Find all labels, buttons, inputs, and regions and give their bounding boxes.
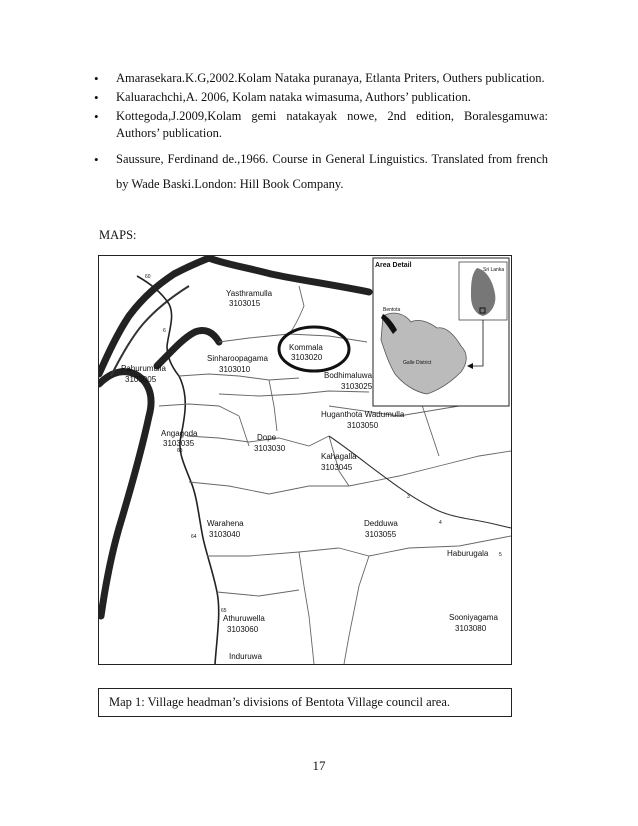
road-marker: 64 bbox=[191, 534, 197, 540]
division-name: Angagoda bbox=[161, 429, 198, 438]
reference-list bbox=[94, 70, 548, 199]
road-marker: 65 bbox=[221, 608, 227, 614]
division-code: 3103080 bbox=[455, 624, 487, 633]
division-code: 3103040 bbox=[209, 530, 241, 539]
division-name: Warahena bbox=[207, 519, 244, 528]
division-code: 3103050 bbox=[347, 421, 379, 430]
road-marker: 5 bbox=[499, 552, 502, 558]
division-name: Pahurumulla bbox=[121, 364, 166, 373]
reference-item: • Kaluarachchi,A. 2006, Kolam nataka wimasuma, Authors’ publication. bbox=[94, 89, 548, 106]
road-marker: 60 bbox=[145, 274, 151, 280]
secondary-road bbox=[329, 436, 511, 528]
division-name: Bodhimaluwa bbox=[324, 371, 373, 380]
reference-item: • Kottegoda,J.2009,Kolam gemi natakayak nowe, 2nd edition, Boralesgamuwa: Authors’ publication. bbox=[94, 108, 548, 142]
reference-item: • Amarasekara.K.G,2002.Kolam Nataka puranaya, Etlanta Priters, Outhers publication. bbox=[94, 70, 548, 87]
division-name: Kahagalla bbox=[321, 452, 357, 461]
division-name: Sinharoopagama bbox=[207, 354, 268, 363]
road-marker: 6 bbox=[163, 328, 166, 334]
river bbox=[99, 258, 369, 616]
division-code: 3103060 bbox=[227, 625, 259, 634]
road-marker: 4 bbox=[439, 520, 442, 526]
map-caption: Map 1: Village headman’s divisions of Bentota Village council area. bbox=[98, 688, 512, 717]
division-code: 3103030 bbox=[254, 444, 286, 453]
division-code: 3103020 bbox=[291, 353, 323, 362]
division-code: 3103005 bbox=[125, 375, 157, 384]
inset-label: Sri Lanka bbox=[483, 267, 505, 273]
inset-title: Area Detail bbox=[375, 262, 412, 269]
reference-item: • Saussure, Ferdinand de.,1966. Course in General Linguistics. Translated from french by Wade Baski.London: Hill Book Company. bbox=[94, 147, 548, 197]
division-code: 3103055 bbox=[365, 530, 397, 539]
road-marker: 63 bbox=[177, 448, 183, 454]
map-drawing bbox=[99, 256, 511, 664]
division-code: 3103010 bbox=[219, 365, 251, 374]
division-name: Dedduwa bbox=[364, 519, 398, 528]
division-name: Kommala bbox=[289, 343, 323, 352]
division-name: Huganthota Wadumulla bbox=[321, 410, 405, 419]
area-detail-inset bbox=[373, 258, 509, 406]
bentota-map bbox=[98, 255, 512, 665]
division-code: 3103025 bbox=[341, 382, 373, 391]
division-code: 3103015 bbox=[229, 299, 261, 308]
road-marker: 3 bbox=[407, 494, 410, 500]
division-code: 3103035 bbox=[163, 439, 195, 448]
place-label: Haburugala bbox=[447, 549, 489, 558]
place-label: Induruwa bbox=[229, 652, 262, 661]
inset-label: Bentota bbox=[383, 307, 401, 313]
division-name: Athuruwella bbox=[223, 614, 265, 623]
division-name: Sooniyagama bbox=[449, 613, 498, 622]
division-name: Dope bbox=[257, 433, 277, 442]
inset-label: Galle District bbox=[403, 360, 432, 366]
maps-heading: MAPS: bbox=[99, 228, 137, 242]
division-name: Yasthramulla bbox=[226, 289, 273, 298]
page-number: 17 bbox=[312, 758, 326, 773]
division-code: 3103045 bbox=[321, 463, 353, 472]
